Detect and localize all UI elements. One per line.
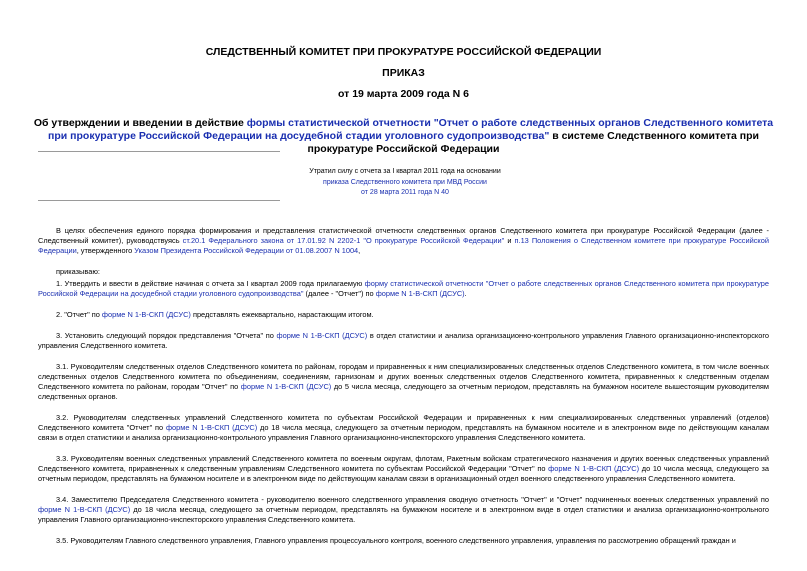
doc-date-number: от 19 марта 2009 года N 6 <box>338 88 469 100</box>
form-number-link[interactable]: форме N 1-В-СКП (ДСУС) <box>276 331 368 340</box>
form-number-link[interactable]: форме N 1-В-СКП (ДСУС) <box>375 289 465 298</box>
order-word: приказываю: <box>56 267 100 276</box>
status-note-order-link[interactable]: приказа Следственного комитета при МВД России <box>323 178 487 186</box>
text: В целях обеспечения единого порядка формирования и представления статистической отчетности следственных органов Следственного комитета при прокуратуре Российской Федерации (далее - Следственный комитет), руководствуясь <box>38 226 769 245</box>
paragraph-3-3 <box>38 454 769 484</box>
paragraph-3 <box>38 331 769 351</box>
form-number-link[interactable]: форме N 1-В-СКП (ДСУС) <box>101 310 191 319</box>
regulation-link[interactable]: п.13 Положения о Следственном комитете при прокуратуре Российской Федерации <box>38 236 769 255</box>
text: , <box>358 246 361 255</box>
doc-type: ПРИКАЗ <box>382 67 425 79</box>
form-number-link[interactable]: форме N 1-В-СКП (ДСУС) <box>240 382 332 391</box>
subject-suffix: в системе Следственного комитета при прокуратуре Российской Федерации <box>307 130 759 155</box>
text: представлять ежеквартально, нарастающим итогом. <box>190 310 374 319</box>
form-number-link[interactable]: форме N 1-В-СКП (ДСУС) <box>38 505 131 514</box>
text: 1. Утвердить и ввести в действие начиная с отчета за I квартал 2009 года прилагаемую <box>56 279 365 288</box>
status-note-line: Утратил силу с отчета за I квартал 2011 года на основании <box>309 168 501 175</box>
divider-top <box>38 151 280 152</box>
paragraph-preamble <box>38 226 769 256</box>
paragraph-3-2 <box>38 413 769 443</box>
form-link[interactable]: форму статистической отчетности "Отчет о работе следственных органов Следственного комитета при прокуратуре Российской Федерации на досудебной стадии уголовного судопроизводства" <box>38 279 769 298</box>
decree-link[interactable]: Указом Президента Российской Федерации от 01.08.2007 N 1004 <box>134 246 359 255</box>
form-number-link[interactable]: форме N 1-В-СКП (ДСУС) <box>548 464 640 473</box>
text: 2. "Отчет" по <box>56 310 102 319</box>
document-body <box>38 226 769 557</box>
text: в отдел статистики и анализа организационно-контрольного управления Главного организационно-инспекторского управления Следственного комитета. <box>38 331 770 350</box>
text: 3.2. Руководителям следственных управлений Следственного комитета по субъектам Российской Федерации и приравненных к ним специализированных следственных управлений (отделов) Следственного комитета "Отчет" по <box>38 413 769 432</box>
text: до 5 числа месяца, следующего за отчетным периодом, представлять на бумажном носителе вышестоящим руководителям следственных органов. <box>38 382 769 401</box>
text: 3.1. Руководителям следственных отделов Следственного комитета по районам, городам и приравненных к ним специализированных следственных отделов Следственного комитета, в том числе военных следственных отделов Следственного комитета по объединениям, соединениям, гарнизонам и других военных следственных отделов Следственного комитета, приравненных к следственным отделам Следственного комитета по районам, городам "Отчет" по <box>38 362 769 391</box>
paragraph-3-4 <box>38 495 769 525</box>
text: до 10 числа месяца, следующего за отчетным периодом, представлять на бумажном носителе и в электронном виде по действующим каналам связи в организационный отдел военного следственного управления Следственного комитета. <box>38 464 770 483</box>
org-title: СЛЕДСТВЕННЫЙ КОМИТЕТ ПРИ ПРОКУРАТУРЕ РОССИЙСКОЙ ФЕДЕРАЦИИ <box>205 46 602 58</box>
status-note <box>300 167 510 199</box>
text: до 18 числа месяца, следующего за отчетным периодом, представлять на бумажном носителе и в электронном виде в отдел статистики и анализа организационно-контрольного управления Главного организационно-инспекторского управления Следственного комитета. <box>38 505 769 524</box>
form-number-link[interactable]: форме N 1-В-СКП (ДСУС) <box>165 423 258 432</box>
paragraph-2 <box>38 310 769 320</box>
paragraph-3-1 <box>38 362 769 402</box>
subject-prefix: Об утверждении и введении в действие <box>33 117 247 129</box>
text: и <box>504 236 515 245</box>
law-link[interactable]: ст.20.1 Федерального закона от 17.01.92 N 2202-1 "О прокуратуре Российской Федерации" <box>182 236 505 245</box>
paragraph-3-5: 3.5. Руководителям Главного следственного управления, Главного управления процессуального контроля, военного следственного управления, управления по рассмотрению обращений граждан и <box>56 536 736 545</box>
text: 3.3. Руководителям военных следственных управлений Следственного комитета по военным округам, флотам, Ракетным войскам стратегического назначения и других военных следственных управлений Следственного комитета, приравненных к следственным управлениям Следственного комитета по субъектам Российской Федерации "Отчет" по <box>38 454 769 473</box>
status-note-date-link[interactable]: от 28 марта 2011 года N 40 <box>361 189 449 196</box>
text: (далее - "Отчет") по <box>303 289 376 298</box>
text: . <box>464 289 467 298</box>
text: до 18 числа месяца, следующего за отчетным периодом, представлять на бумажном носителе и в электронном виде по действующим каналам связи в отдел статистики и анализа организационно-контрольного управления Главного организационно-инспекторского управления Следственного комитета. <box>38 423 769 442</box>
paragraph-1 <box>38 279 769 299</box>
text: 3. Установить следующий порядок представления "Отчета" по <box>56 331 277 340</box>
divider-bottom <box>38 200 280 201</box>
subject-form-link[interactable]: формы статистической отчетности "Отчет о работе следственных органов Следственного комитета при прокуратуре Российской Федерации на досудебной стадии уголовного судопроизводства" <box>48 117 774 142</box>
text: 3.4. Заместителю Председателя Следственного комитета - руководителю военного следственного управления сводную отчетность "Отчет" и "Отчет" подчиненных военных следственных управлений по <box>56 495 769 504</box>
text: , утвержденного <box>76 246 135 255</box>
